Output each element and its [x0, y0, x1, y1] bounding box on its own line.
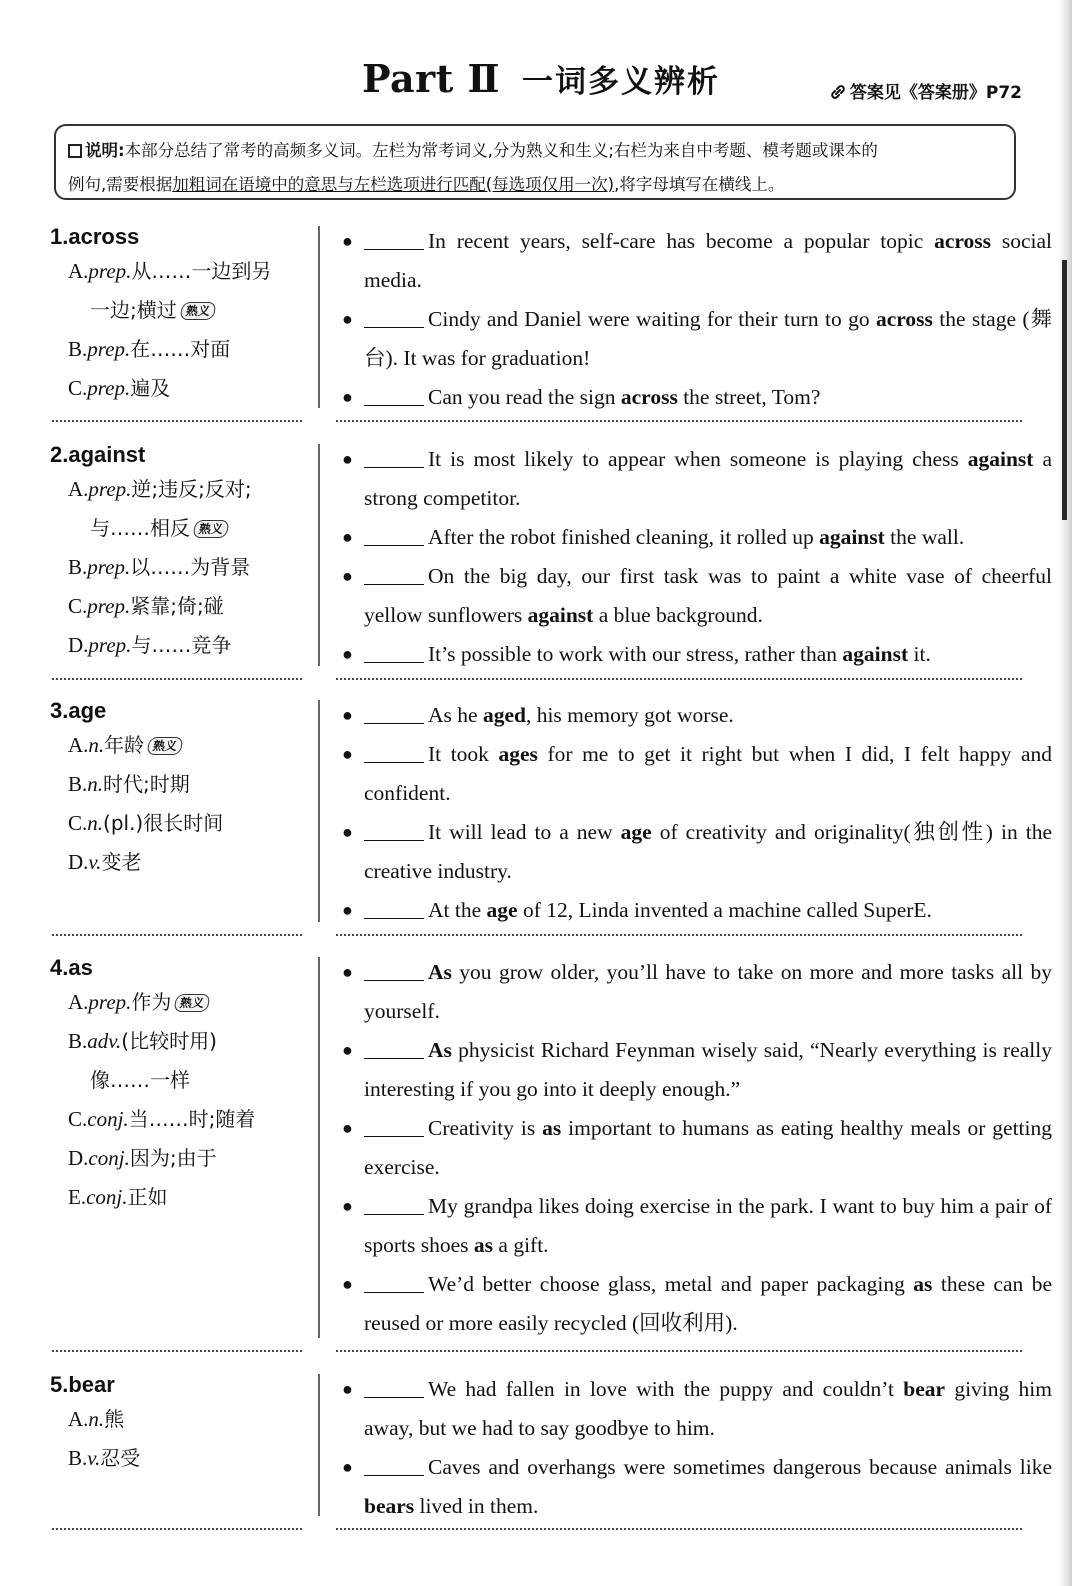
target-word: as [913, 1272, 933, 1296]
sense-letter: B. [68, 1446, 88, 1470]
sense-letter: C. [68, 376, 88, 400]
example-sentence: ● Can you read the sign across the street, Tom? [336, 378, 1052, 417]
part-of-speech: prep. [87, 555, 131, 579]
bullet-icon: ● [342, 527, 353, 547]
instructions-label: 说明: [85, 141, 125, 160]
entry-separator-left [52, 934, 302, 936]
example-sentence: ● My grandpa likes doing exercise in the park. I want to buy him a pair of sports shoes as a gift. [336, 1187, 1052, 1265]
sense-letter: A. [68, 477, 89, 501]
sense-meaning: 遍及 [130, 376, 171, 400]
bullet-icon: ● [342, 1196, 353, 1216]
sense-meaning: 与……竞争 [131, 633, 232, 657]
sense-letter: B. [68, 772, 88, 796]
answer-blank[interactable] [364, 305, 424, 328]
headword: 3.age [50, 698, 107, 723]
senses-column [50, 696, 302, 882]
note-icon [68, 144, 82, 158]
entry-separator-left [52, 1528, 302, 1530]
sense-meaning: 因为;由于 [129, 1146, 217, 1170]
answer-reference-text: 答案见《答案册》P72 [849, 83, 1022, 103]
sense-meaning: 熊 [104, 1407, 125, 1431]
headword: 1.across [50, 224, 140, 249]
example-sentence: ● At the age of 12, Linda invented a machine called SuperE. [336, 891, 1052, 930]
target-word: against [967, 447, 1034, 471]
example-sentence: ● We’d better choose glass, metal and paper packaging as these can be reused or more easily recycled (回收利用). [336, 1265, 1052, 1343]
answer-blank[interactable] [364, 1192, 424, 1215]
page-header [0, 56, 1080, 108]
sense-letter: A. [68, 733, 89, 757]
sense-option [50, 548, 302, 587]
target-word: across [934, 229, 992, 253]
target-word: As [428, 1038, 452, 1062]
sense-meaning: 像……一样 [90, 1068, 190, 1092]
part-of-speech: v. [87, 1446, 101, 1470]
example-sentence: ● After the robot finished cleaning, it rolled up against the wall. [336, 518, 1052, 557]
sense-meaning: 时代;时期 [103, 772, 190, 796]
target-word: bear [903, 1377, 946, 1401]
sense-option [50, 726, 302, 765]
senses-column [50, 1370, 302, 1478]
target-word: against [819, 525, 885, 549]
answer-blank[interactable] [364, 1270, 424, 1293]
sense-option [50, 1061, 302, 1100]
sense-option [50, 330, 302, 369]
answer-blank[interactable] [364, 1375, 424, 1398]
example-sentence: ● Caves and overhangs were sometimes dangerous because animals like bears lived in them. [336, 1448, 1052, 1526]
bullet-icon: ● [342, 822, 353, 842]
sense-meaning: 紧靠;倚;碰 [130, 594, 224, 618]
target-word: against [842, 642, 909, 666]
answer-blank[interactable] [364, 896, 424, 919]
instructions-box [54, 124, 1016, 200]
target-word: across [620, 385, 678, 409]
sense-option [50, 369, 302, 408]
answer-blank[interactable] [364, 227, 424, 250]
part-of-speech: conj. [87, 1107, 129, 1131]
entry-separator-left [52, 678, 302, 680]
instructions-line-2a: 例句,需要根据 [68, 175, 173, 194]
sense-letter: C. [68, 811, 88, 835]
target-word: aged [482, 703, 526, 727]
example-sentence: ● As physicist Richard Feynman wisely said, “Nearly everything is really interesting if you go into it deeply enough.” [336, 1031, 1052, 1109]
entry-separator-right [336, 934, 1022, 936]
bullet-icon: ● [342, 900, 353, 920]
example-sentence: ● It’s possible to work with our stress, rather than against it. [336, 635, 1052, 674]
part-of-speech: adv. [87, 1029, 122, 1053]
entry-separator-left [52, 420, 302, 422]
sense-option [50, 765, 302, 804]
target-word: as [473, 1233, 494, 1257]
link-icon [830, 84, 846, 100]
entry-separator-right [336, 1528, 1022, 1530]
target-word: ages [498, 742, 538, 766]
part-of-speech: prep. [88, 259, 132, 283]
example-sentence: ● It took ages for me to get it right but when I did, I felt happy and confident. [336, 735, 1052, 813]
bullet-icon: ● [342, 387, 353, 407]
instructions-line-2c: ,将字母填写在横线上。 [614, 175, 785, 194]
bullet-icon: ● [342, 744, 353, 764]
sense-letter: A. [68, 259, 89, 283]
answer-blank[interactable] [364, 640, 424, 663]
sense-letter: A. [68, 1407, 89, 1431]
answer-reference [830, 78, 1022, 103]
example-sentence: ● On the big day, our first task was to paint a white vase of cheerful yellow sunflowers against a blue background. [336, 557, 1052, 635]
answer-blank[interactable] [364, 740, 424, 763]
sense-meaning: 当……时;随着 [128, 1107, 256, 1131]
sense-letter: E. [68, 1185, 87, 1209]
sense-option [50, 509, 302, 548]
sense-option [50, 983, 302, 1022]
sense-meaning: (比较时用) [121, 1029, 217, 1053]
sense-option [50, 1178, 302, 1217]
sense-meaning: 与……相反 [90, 516, 190, 540]
target-word: bears [364, 1494, 415, 1518]
part-of-speech: prep. [87, 337, 131, 361]
entry-separator-right [336, 1350, 1022, 1352]
target-word: age [486, 898, 518, 922]
sense-meaning: 变老 [101, 850, 142, 874]
page-edge-shadow [1058, 0, 1072, 1586]
headword: 2.against [50, 442, 146, 467]
sense-letter: D. [68, 633, 89, 657]
sense-letter: B. [68, 1029, 88, 1053]
sense-letter: C. [68, 1107, 88, 1131]
senses-column [50, 953, 302, 1217]
sense-meaning: 逆;违反;反对; [131, 477, 252, 501]
target-word: as [542, 1116, 562, 1140]
sense-option [50, 252, 302, 291]
sense-option [50, 587, 302, 626]
headword: 4.as [50, 955, 93, 980]
example-sentence: ● In recent years, self-care has become a popular topic across social media. [336, 222, 1052, 300]
common-meaning-tag: 熟义 [174, 994, 211, 1012]
sense-letter: B. [68, 337, 88, 361]
sense-option [50, 804, 302, 843]
entry-separator-right [336, 678, 1022, 680]
target-word: As [428, 960, 452, 984]
binding-mark [1062, 260, 1067, 520]
bullet-icon: ● [342, 1379, 353, 1399]
sense-option [50, 470, 302, 509]
example-sentence: ● It will lead to a new age of creativity and originality(独创性) in the creative industry. [336, 813, 1052, 891]
sense-meaning: 以……为背景 [130, 555, 251, 579]
bullet-icon: ● [342, 309, 353, 329]
bullet-icon: ● [342, 1118, 353, 1138]
answer-blank[interactable] [364, 523, 424, 546]
sense-option [50, 291, 302, 330]
title-chinese: 一词多义辨析 [522, 64, 721, 100]
sense-meaning: 忍受 [100, 1446, 141, 1470]
bullet-icon: ● [342, 1457, 353, 1477]
bullet-icon: ● [342, 231, 353, 251]
answer-blank[interactable] [364, 1453, 424, 1476]
part-of-speech: prep. [88, 633, 132, 657]
sense-meaning: 作为 [131, 990, 172, 1014]
sense-option [50, 626, 302, 665]
column-divider [318, 1374, 320, 1516]
sense-option [50, 1022, 302, 1061]
sense-option [50, 843, 302, 882]
part-of-speech: conj. [86, 1185, 128, 1209]
sense-letter: D. [68, 850, 89, 874]
sense-meaning: (pl.)很长时间 [103, 811, 224, 835]
column-divider [318, 444, 320, 666]
part-of-speech: n. [87, 772, 104, 796]
sense-meaning: 一边;横过 [90, 298, 177, 322]
bullet-icon: ● [342, 962, 353, 982]
target-word: across [875, 307, 933, 331]
bullet-icon: ● [342, 705, 353, 725]
sense-meaning: 正如 [127, 1185, 168, 1209]
column-divider [318, 957, 320, 1338]
sense-option [50, 1400, 302, 1439]
instructions-line-1: 本部分总结了常考的高频多义词。左栏为常考词义,分为熟义和生义;右栏为来自中考题、模考题或课本的 [124, 141, 878, 160]
example-sentence: ● As he aged, his memory got worse. [336, 696, 1052, 735]
answer-blank[interactable] [364, 383, 424, 406]
common-meaning-tag: 熟义 [179, 302, 216, 320]
headword: 5.bear [50, 1372, 115, 1397]
page-title [362, 56, 720, 101]
target-word: age [620, 820, 652, 844]
answer-blank[interactable] [364, 445, 424, 468]
part-of-speech: v. [88, 850, 102, 874]
sense-meaning: 年龄 [104, 733, 145, 757]
senses-column [50, 440, 302, 665]
bullet-icon: ● [342, 1040, 353, 1060]
answer-blank[interactable] [364, 562, 424, 585]
column-divider [318, 226, 320, 408]
entry-separator-left [52, 1350, 302, 1352]
common-meaning-tag: 熟义 [192, 520, 229, 538]
sense-option [50, 1100, 302, 1139]
example-sentence: ● It is most likely to appear when someone is playing chess against a strong competitor. [336, 440, 1052, 518]
bullet-icon: ● [342, 566, 353, 586]
entry-separator-right [336, 420, 1022, 422]
title-english: Part Ⅱ [362, 56, 501, 101]
sense-meaning: 在……对面 [130, 337, 231, 361]
bullet-icon: ● [342, 449, 353, 469]
part-of-speech: prep. [88, 477, 132, 501]
example-sentence: ● As you grow older, you’ll have to take on more and more tasks all by yourself. [336, 953, 1052, 1031]
part-of-speech: n. [88, 733, 105, 757]
part-of-speech: prep. [87, 376, 131, 400]
sense-letter: D. [68, 1146, 89, 1170]
part-of-speech: prep. [88, 990, 132, 1014]
column-divider [318, 700, 320, 922]
sense-letter: A. [68, 990, 89, 1014]
sense-option [50, 1439, 302, 1478]
bullet-icon: ● [342, 644, 353, 664]
bullet-icon: ● [342, 1274, 353, 1294]
sense-option [50, 1139, 302, 1178]
senses-column [50, 222, 302, 408]
target-word: against [527, 603, 594, 627]
answer-blank[interactable] [364, 701, 424, 724]
answer-blank[interactable] [364, 1036, 424, 1059]
sense-letter: C. [68, 594, 88, 618]
instructions-line-2b: 加粗词在语境中的意思与左栏选项进行匹配(每选项仅用一次) [172, 175, 615, 194]
part-of-speech: n. [87, 811, 104, 835]
part-of-speech: n. [88, 1407, 105, 1431]
answer-blank[interactable] [364, 818, 424, 841]
example-sentence: ● We had fallen in love with the puppy and couldn’t bear giving him away, but we had to say goodbye to him. [336, 1370, 1052, 1448]
answer-blank[interactable] [364, 958, 424, 981]
example-sentence: ● Cindy and Daniel were waiting for their turn to go across the stage (舞台). It was for graduation! [336, 300, 1052, 378]
answer-blank[interactable] [364, 1114, 424, 1137]
example-sentence: ● Creativity is as important to humans as eating healthy meals or getting exercise. [336, 1109, 1052, 1187]
part-of-speech: prep. [87, 594, 131, 618]
common-meaning-tag: 熟义 [147, 737, 184, 755]
sense-meaning: 从……一边到另 [131, 259, 272, 283]
sense-letter: B. [68, 555, 88, 579]
part-of-speech: conj. [88, 1146, 130, 1170]
